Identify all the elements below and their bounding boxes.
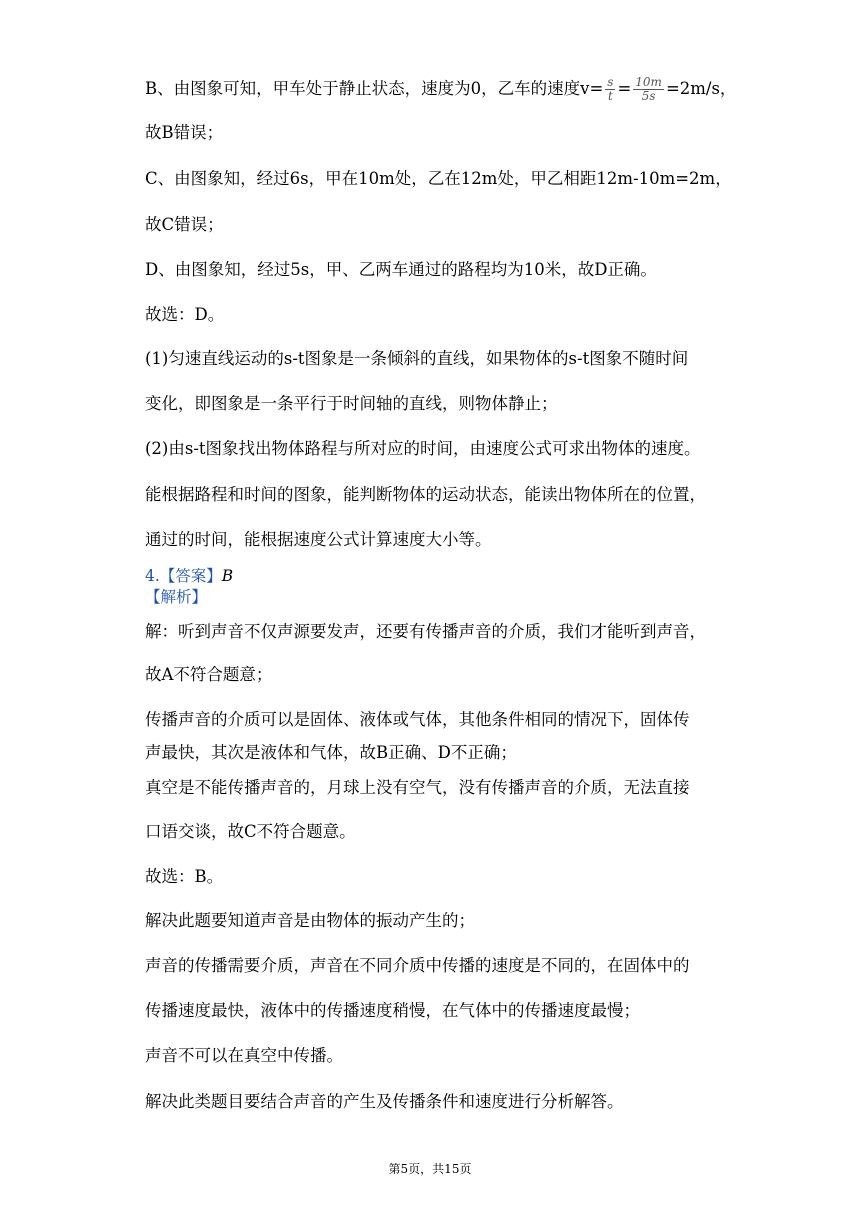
text-line: 解：听到声音不仅声源要发声，还要有传播声音的介质，我们才能听到声音， xyxy=(145,622,706,641)
text-line: 声音的传播需要介质，声音在不同介质中传播的速度是不同的，在固体中的 xyxy=(145,956,690,975)
text-line: 能根据路程和时间的图象，能判断物体的运动状态，能读出物体所在的位置， xyxy=(145,485,706,504)
answer-line xyxy=(145,565,233,587)
text-line: 故选：B。 xyxy=(145,867,224,886)
text-line: 传播速度最快，液体中的传播速度稍慢，在气体中的传播速度最慢； xyxy=(145,1001,640,1020)
fraction-s-over-t: $\frac{s}{t}$ xyxy=(607,75,614,103)
text-line: 声音不可以在真空中传播。 xyxy=(145,1046,343,1065)
page-footer: 第5页，共15页 xyxy=(388,1162,472,1176)
text-line: 故B错误； xyxy=(145,123,224,142)
text-line: 故C错误； xyxy=(145,215,224,234)
text-line: 口语交谈，故C不符合题意。 xyxy=(145,822,356,841)
text-line: 通过的时间，能根据速度公式计算速度大小等。 xyxy=(145,530,492,549)
text-line: 变化，即图象是一条平行于时间轴的直线，则物体静止； xyxy=(145,394,558,413)
text-line: D、由图象知，经过5s，甲、乙两车通过的路程均为10米，故D正确。 xyxy=(145,260,657,279)
fraction-10m-over-5s: $\frac{10m}{5s}$ xyxy=(635,75,662,103)
option-b-solution-line xyxy=(145,76,736,103)
text-line: 声最快，其次是液体和气体，故B正确、D不正确； xyxy=(145,743,517,762)
text-segment: =2m/s， xyxy=(665,79,737,98)
text-line: (2)由s-t图象找出物体路程与所对应的时间，由速度公式可求出物体的速度。 xyxy=(145,439,701,458)
analysis-label: 【解析】 xyxy=(145,588,208,606)
answer-value: B xyxy=(221,567,234,585)
text-line: (1)匀速直线运动的s-t图象是一条倾斜的直线，如果物体的s-t图象不随时间 xyxy=(145,349,689,368)
text-line: 解决此题要知道声音是由物体的振动产生的； xyxy=(145,911,475,930)
text-line: 传播声音的介质可以是固体、液体或气体，其他条件相同的情况下，固体传 xyxy=(145,710,690,729)
equals-sign: = xyxy=(617,79,632,98)
text-line: 解决此类题目要结合声音的产生及传播条件和速度进行分析解答。 xyxy=(145,1092,624,1111)
text-segment: B、由图象可知，甲车处于静止状态，速度为0，乙车的速度v= xyxy=(145,79,604,98)
text-line: C、由图象知，经过6s，甲在10m处，乙在12m处，甲乙相距12m-10m=2m， xyxy=(145,169,732,188)
answer-label: 4.【答案】 xyxy=(145,567,222,585)
text-line: 故A不符合题意； xyxy=(145,665,273,684)
text-line: 真空是不能传播声音的，月球上没有空气，没有传播声音的介质，无法直接 xyxy=(145,778,690,797)
text-line: 故选：D。 xyxy=(145,305,225,324)
